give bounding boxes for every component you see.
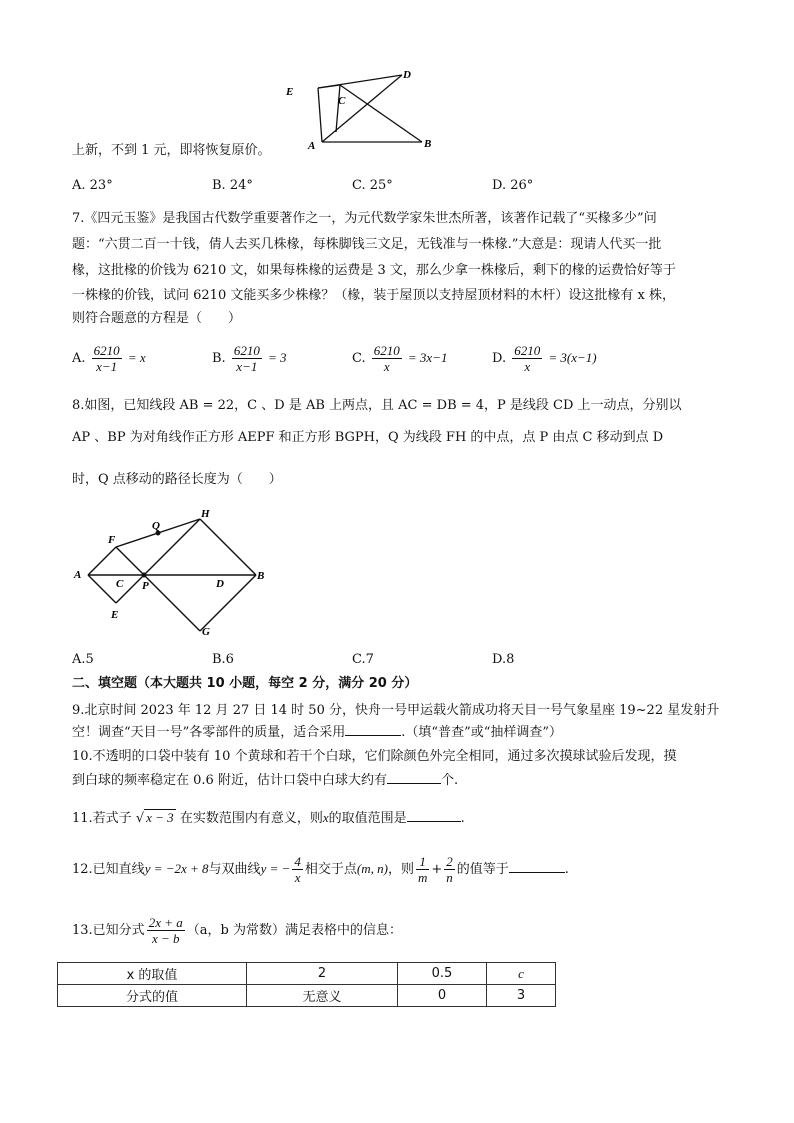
q10-line-1: 10.不透明的口袋中装有 10 个黄球和若干个白球，它们除颜色外完全相同，通过多次摸球试验后发现，摸: [72, 749, 677, 764]
q8-label-a: A: [74, 569, 82, 581]
q11-text-b: 在实数范围内有意义，则: [179, 811, 323, 826]
q8-label-b: B: [257, 570, 265, 582]
q7-option-b-num: 6210: [233, 343, 260, 358]
q6-option-b: B. 24°: [212, 178, 253, 193]
q8-option-b: B.6: [212, 652, 234, 667]
q7-option-c-num: 6210: [373, 343, 400, 358]
q7-option-c-label: C.: [352, 351, 366, 366]
q8-label-e: E: [111, 609, 119, 621]
q12-text-c: 相交于点: [304, 862, 357, 877]
q12-text-d: ，则: [387, 862, 414, 877]
q7-option-b-rhs: = 3: [267, 350, 287, 365]
q12-text-a: 12.已知直线: [72, 862, 145, 877]
q10-line-2: [72, 771, 458, 791]
table-cell: 无意义: [247, 985, 398, 1007]
q8-label-c: C: [116, 578, 124, 590]
q7-line-5: 则符合题意的方程是（ ）: [72, 311, 242, 326]
q7-option-b-den: x−1: [236, 359, 258, 374]
q13-text-b: （a，b 为常数）满足表格中的信息：: [186, 923, 402, 938]
q7-line-2: 题：“六贯二百一十钱，倩人去买几株椽，每株脚钱三文足，无钱准与一株椽.”大意是：现请人代买一批: [72, 237, 662, 252]
q6-label-e: E: [286, 86, 294, 98]
q12-hyp-num: 4: [294, 854, 301, 869]
q11-sqrt: [136, 808, 176, 829]
q7-line-4: 一株椽的价钱，试问 6210 文能买多少株椽？（椽，装于屋顶以支持屋顶材料的木杆）设这批椽有 x 株，: [72, 288, 675, 303]
table-cell: c: [487, 963, 556, 985]
q11-answer-blank[interactable]: [407, 809, 461, 822]
q8-label-g: G: [202, 626, 210, 638]
q6-label-c: C: [338, 95, 346, 107]
table-cell: 分式的值: [58, 985, 247, 1007]
q8-line-3: 时，Q 点移动的路径长度为（ ）: [72, 472, 282, 487]
radical-sign-icon: √: [135, 811, 145, 826]
q12-text-e: 的值等于: [456, 862, 509, 877]
section-2-heading: 二、填空题（本大题共 10 小题，每空 2 分，满分 20 分）: [72, 676, 418, 691]
q8-label-p: P: [142, 580, 149, 592]
q13-line: [72, 914, 402, 948]
q8-figure: [70, 505, 270, 645]
q12-frac-1-num: 1: [416, 854, 429, 870]
q6-option-d: D. 26°: [492, 178, 534, 193]
q12-frac-2: [444, 854, 455, 885]
q7-option-a-label: A.: [72, 351, 86, 366]
q11-var: x: [322, 810, 329, 825]
q12-end: .: [564, 862, 569, 877]
q11-text-a: 11.若式子: [72, 811, 132, 826]
q6-label-b: B: [424, 138, 432, 150]
q7-option-c-fraction: [372, 343, 402, 374]
q6-label-d: D: [403, 69, 411, 81]
q7-option-b-label: B.: [212, 351, 226, 366]
q11-text-c: 的取值范围是: [328, 811, 407, 826]
q8-label-h: H: [201, 508, 210, 520]
q8-option-d: D.8: [492, 652, 515, 667]
q7-option-a: [72, 343, 146, 374]
q8-label-f: F: [108, 534, 116, 546]
q7-line-1: 7.《四元玉鉴》是我国古代数学重要著作之一，为元代数学家朱世杰所著，该著作记载了“买椽多少”问: [72, 211, 657, 226]
q9-line-2-text-b: .（填“普查”或“抽样调查”）: [401, 725, 563, 740]
q12-frac-1: [416, 854, 429, 885]
q12-hyp-lhs: y = −: [260, 861, 291, 876]
q11-end: .: [460, 811, 465, 826]
q7-option-a-den: x−1: [96, 359, 118, 374]
q12-line-eq: y = −2x + 8: [144, 861, 209, 876]
q7-option-b: [212, 343, 287, 374]
q6-option-a: A. 23°: [72, 178, 113, 193]
q12-answer-blank[interactable]: [509, 860, 565, 873]
q7-option-d-fraction: [512, 343, 542, 374]
q11-line: [72, 808, 465, 829]
q13-fraction: [147, 915, 185, 946]
table-cell: 3: [487, 985, 556, 1007]
q10-line-2-text-a: 到白球的频率稳定在 0.6 附近，估计口袋中白球大约有: [72, 773, 387, 788]
q8-line-1: 8.如图，已知线段 AB = 22，C 、D 是 AB 上两点，且 AC = DB = 4，P 是线段 CD 上一动点，分别以: [72, 398, 682, 413]
table-row: [58, 963, 556, 985]
q7-option-d-rhs: = 3(x−1): [548, 350, 597, 365]
table-cell: 0: [398, 985, 487, 1007]
q12-hyp-den: x: [294, 870, 301, 885]
q8-label-q: Q: [152, 520, 160, 532]
q7-option-d: [492, 343, 597, 374]
table-row: [58, 985, 556, 1007]
q6-label-a: A: [308, 140, 316, 152]
q7-option-d-den: x: [524, 359, 531, 374]
q9-answer-blank[interactable]: [345, 723, 401, 736]
q13-text-a: 13.已知分式: [72, 923, 145, 938]
q10-answer-blank[interactable]: [387, 771, 441, 784]
q12-hyp-fraction: [292, 854, 303, 885]
q7-option-c-den: x: [383, 359, 390, 374]
q9-line-2: [72, 723, 562, 743]
q7-option-a-num: 6210: [93, 343, 120, 358]
q8-line-2: AP 、BP 为对角线作正方形 AEPF 和正方形 BGPH，Q 为线段 FH 的中点，点 P 由点 C 移动到点 D: [72, 430, 664, 445]
q13-num: 2x + a: [148, 915, 183, 930]
q9-line-1: 9.北京时间 2023 年 12 月 27 日 14 时 50 分，快舟一号甲运载火箭成功将天目一号气象星座 19~22 星发射升: [72, 703, 720, 718]
q7-option-a-rhs: = x: [127, 350, 146, 365]
q7-option-a-fraction: [92, 343, 122, 374]
q13-info-table: [57, 962, 556, 1007]
q12-frac-1-den: m: [417, 870, 428, 885]
q12-line: [72, 852, 569, 887]
q7-option-d-label: D.: [492, 351, 507, 366]
q6-tail-text: 上新，不到 1 元，即将恢复原价。: [72, 143, 271, 158]
q7-option-b-fraction: [232, 343, 262, 374]
table-cell: 2: [247, 963, 398, 985]
q12-frac-2-den: n: [446, 870, 453, 885]
q7-option-c-rhs: = 3x−1: [407, 350, 448, 365]
table-cell: x 的取值: [58, 963, 247, 985]
q8-option-a: A.5: [72, 652, 94, 667]
q10-line-2-text-b: 个.: [440, 773, 459, 788]
q12-text-b: 与双曲线: [208, 862, 261, 877]
q7-line-3: 椽，这批椽的价钱为 6210 文，如果每株椽的运费是 3 文，那么少拿一株椽后，剩下的椽的运费恰好等于: [72, 263, 676, 278]
q8-label-d: D: [216, 578, 224, 590]
q12-plus: +: [431, 862, 443, 877]
q6-option-c: C. 25°: [352, 178, 393, 193]
q8-option-c: C.7: [352, 652, 374, 667]
q6-figure: [280, 62, 440, 154]
q11-radicand: x − 3: [146, 810, 174, 825]
q7-option-d-num: 6210: [514, 343, 541, 358]
q12-point: (m, n): [356, 861, 388, 876]
q13-den: x − b: [151, 931, 180, 946]
q9-line-2-text-a: 空！调查“天目一号”各零部件的质量，适合采用: [72, 725, 346, 740]
table-cell: 0.5: [398, 963, 487, 985]
q7-option-c: [352, 343, 447, 374]
q12-frac-2-num: 2: [446, 854, 453, 869]
